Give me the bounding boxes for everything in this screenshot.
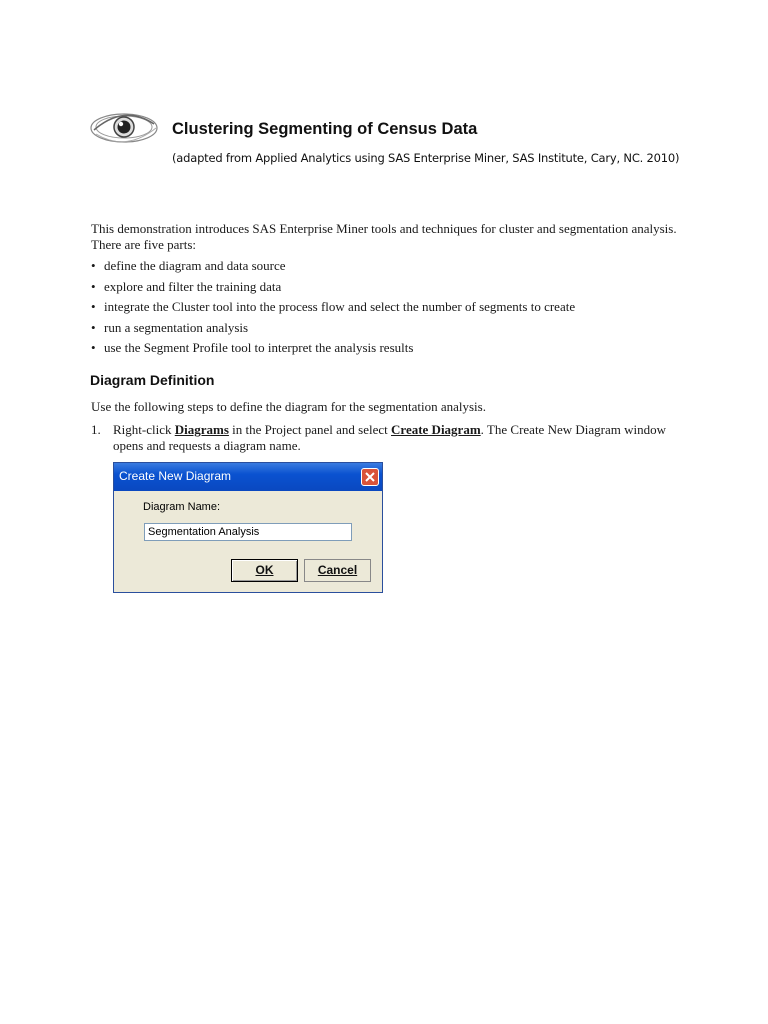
- dialog-titlebar[interactable]: [114, 463, 382, 491]
- step-text: [113, 422, 681, 454]
- list-item: • use the Segment Profile tool to interpret the analysis results: [91, 340, 575, 361]
- list-item: • run a segmentation analysis: [91, 320, 575, 341]
- diagram-name-label: Diagram Name:: [143, 501, 221, 513]
- step-text-part: in the Project panel and select: [228, 422, 392, 437]
- diagram-name-field[interactable]: Segmentation Analysis: [144, 523, 352, 541]
- diagrams-term: Diagrams: [174, 422, 229, 437]
- intro-text: This demonstration introduces SAS Enterprise Miner tools and techniques for cluster and segmentation analysis. There are five parts:: [91, 221, 677, 252]
- intro-paragraph: [91, 221, 681, 253]
- list-item: • explore and filter the training data: [91, 279, 575, 300]
- cancel-button[interactable]: Cancel: [304, 559, 371, 582]
- ok-button[interactable]: OK: [231, 559, 298, 582]
- close-icon: [365, 472, 375, 482]
- parts-list: [91, 258, 575, 361]
- page-subtitle: (adapted from Applied Analytics using SAS Enterprise Miner, SAS Institute, Cary, NC. 2010): [172, 151, 680, 165]
- create-new-diagram-dialog: [113, 462, 383, 593]
- create-diagram-term: Create Diagram: [391, 422, 481, 437]
- steps-intro: Use the following steps to define the diagram for the segmentation analysis.: [91, 399, 486, 414]
- list-item: • define the diagram and data source: [91, 258, 575, 279]
- page-title: Clustering Segmenting of Census Data: [172, 120, 478, 138]
- section-heading: Diagram Definition: [90, 372, 215, 388]
- dialog-title: Create New Diagram: [119, 469, 232, 483]
- step-text-part: Right-click: [113, 422, 175, 437]
- step-1: [91, 422, 681, 454]
- eye-logo-icon: [88, 98, 160, 156]
- close-button[interactable]: [361, 468, 379, 486]
- list-item: • integrate the Cluster tool into the process flow and select the number of segments to create: [91, 299, 575, 320]
- step-text-part: . The Create New Diagram window opens and requests a diagram name.: [113, 422, 666, 453]
- step-number: 1.: [91, 422, 101, 437]
